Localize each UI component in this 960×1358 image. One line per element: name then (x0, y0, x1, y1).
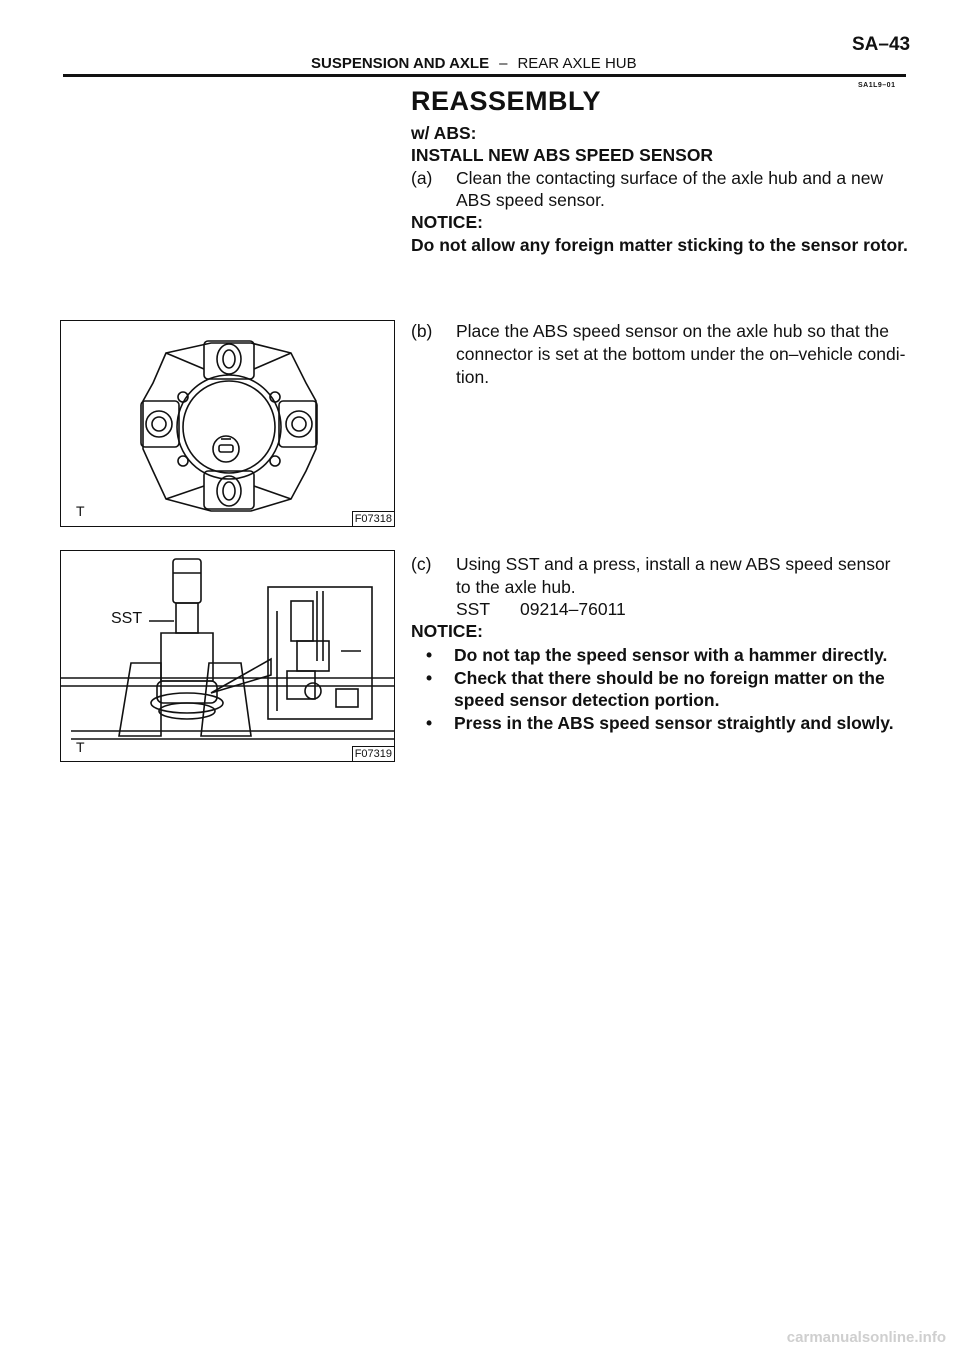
sst-callout-label: SST (111, 610, 143, 627)
section-name: SUSPENSION AND AXLE (311, 55, 490, 72)
page-title: REASSEMBLY (411, 86, 602, 116)
notice2-item-1 (426, 644, 887, 666)
step-a-line2: ABS speed sensor. (456, 190, 605, 210)
document-code: SA1L9–01 (858, 82, 896, 89)
step-c-line2: to the axle hub. (456, 577, 576, 597)
notice2-item-3-text: Press in the ABS speed sensor straightly and slowly. (454, 713, 894, 733)
step-b (411, 320, 889, 342)
header-rule (63, 74, 906, 77)
notice2-item-2 (426, 667, 885, 689)
notice1-text: Do not allow any foreign matter sticking to the sensor rotor. (411, 235, 908, 255)
step-a (411, 167, 883, 189)
step-a-label: (a) (411, 168, 433, 188)
figure2-code: F07319 (352, 746, 394, 761)
subsection-name: REAR AXLE HUB (517, 55, 637, 72)
step-heading: INSTALL NEW ABS SPEED SENSOR (411, 145, 714, 165)
notice2-item-2-line2: speed sensor detection portion. (454, 690, 720, 710)
notice2-label: NOTICE: (411, 621, 483, 641)
press-illustration (61, 551, 394, 761)
bullet: • (426, 668, 433, 688)
axle-hub-illustration (61, 321, 394, 526)
step-b-line2: connector is set at the bottom under the on–vehicle condi- (456, 344, 906, 364)
step-b-line3: tion. (456, 367, 490, 387)
notice1-label: NOTICE: (411, 212, 483, 232)
sst-number: 09214–76011 (520, 599, 626, 619)
condition-label: w/ ABS: (411, 123, 477, 143)
figure-axle-hub (60, 320, 395, 527)
figure-press-install (60, 550, 395, 762)
sst-spec (456, 598, 626, 620)
bullet: • (426, 645, 433, 665)
step-c-label: (c) (411, 554, 432, 574)
step-c-line1: Using SST and a press, install a new ABS speed sensor (456, 554, 891, 574)
notice2-item-1-text: Do not tap the speed sensor with a hammer directly. (454, 645, 888, 665)
step-b-line1: Place the ABS speed sensor on the axle hub so that the (456, 321, 889, 341)
step-b-label: (b) (411, 321, 433, 341)
figure1-corner-mark: T (76, 503, 85, 519)
notice2-item-3 (426, 712, 894, 734)
footer-watermark: carmanualsonline.info (786, 1329, 946, 1346)
header-separator: – (499, 55, 508, 72)
step-c (411, 553, 891, 575)
notice2-item-2-text: Check that there should be no foreign matter on the (454, 668, 885, 688)
figure2-corner-mark: T (76, 739, 85, 755)
bullet: • (426, 713, 433, 733)
step-a-line1: Clean the contacting surface of the axle hub and a new (456, 168, 884, 188)
running-header (311, 55, 637, 72)
sst-label: SST (456, 599, 491, 619)
figure1-code: F07318 (352, 511, 394, 526)
page-number: SA–43 (852, 34, 911, 55)
